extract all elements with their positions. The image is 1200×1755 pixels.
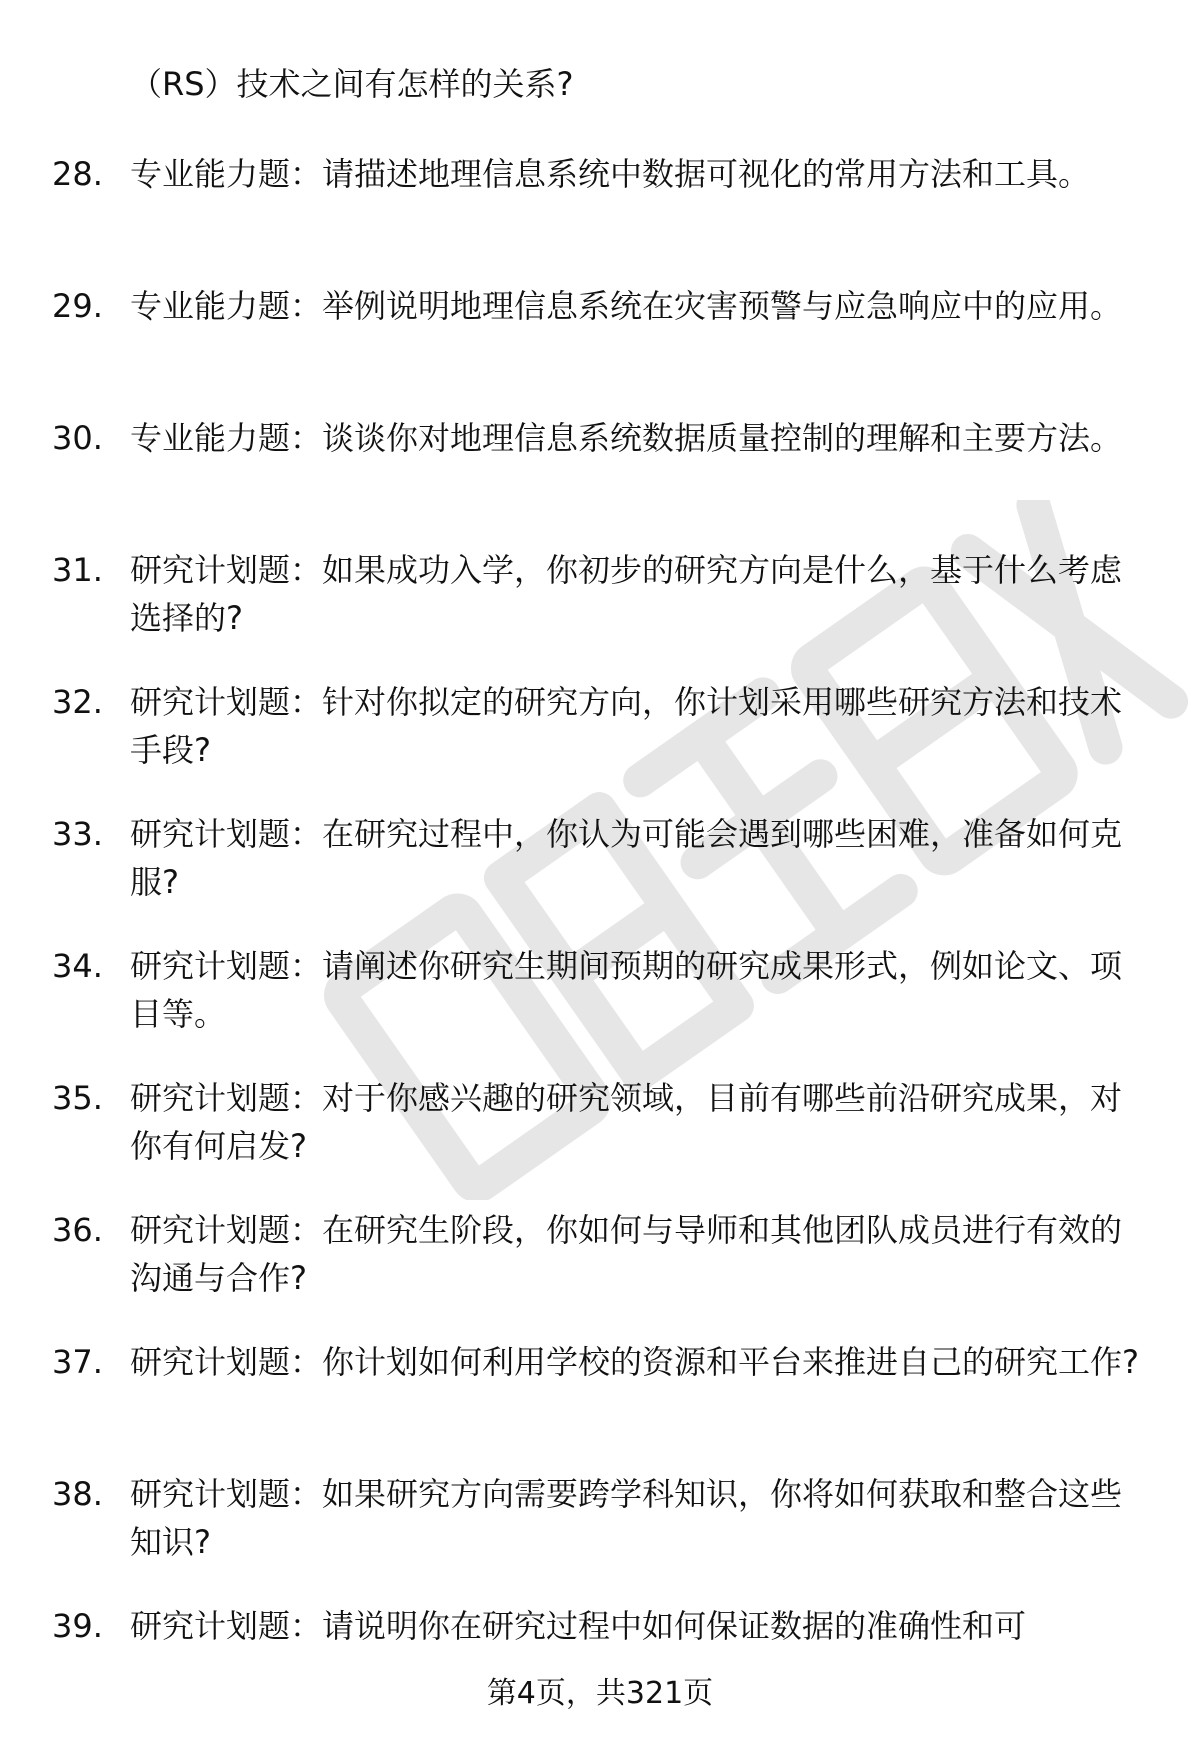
list-item — [0, 1470, 1200, 1602]
list-item — [0, 1338, 1200, 1470]
question-number: 34. — [52, 947, 103, 985]
question-number: 30. — [52, 419, 103, 457]
question-text: 研究计划题：请说明你在研究过程中如何保证数据的准确性和可 — [130, 1607, 1027, 1645]
question-number: 33. — [52, 815, 103, 853]
list-item — [0, 678, 1200, 810]
question-text: 专业能力题：举例说明地理信息系统在灾害预警与应急响应中的应用。 — [130, 287, 1123, 325]
question-number: 37. — [52, 1343, 103, 1381]
list-item — [0, 1206, 1200, 1338]
question-text: 研究计划题：如果研究方向需要跨学科知识，你将如何获取和整合这些知识? — [130, 1475, 1123, 1561]
question-number: 38. — [52, 1475, 103, 1513]
question-list — [0, 150, 1200, 1734]
question-number: 31. — [52, 551, 103, 589]
question-text: 研究计划题：在研究过程中，你认为可能会遇到哪些困难，准备如何克服? — [130, 815, 1123, 901]
question-text: 研究计划题：你计划如何利用学校的资源和平台来推进自己的研究工作? — [130, 1343, 1139, 1381]
question-text: 专业能力题：请描述地理信息系统中数据可视化的常用方法和工具。 — [130, 155, 1091, 193]
list-item — [0, 942, 1200, 1074]
question-text: 研究计划题：对于你感兴趣的研究领域，目前有哪些前沿研究成果，对你有何启发? — [130, 1079, 1123, 1165]
continuation-text: （RS）技术之间有怎样的关系? — [130, 65, 574, 103]
question-number: 36. — [52, 1211, 103, 1249]
question-number: 28. — [52, 155, 103, 193]
list-item — [0, 810, 1200, 942]
question-text: 研究计划题：请阐述你研究生期间预期的研究成果形式，例如论文、项目等。 — [130, 947, 1123, 1033]
list-item — [0, 282, 1200, 414]
question-number: 29. — [52, 287, 103, 325]
question-text: 研究计划题：针对你拟定的研究方向，你计划采用哪些研究方法和技术手段? — [130, 683, 1123, 769]
question-number: 35. — [52, 1079, 103, 1117]
list-item — [0, 150, 1200, 282]
question-text: 专业能力题：谈谈你对地理信息系统数据质量控制的理解和主要方法。 — [130, 419, 1123, 457]
question-text: 研究计划题：在研究生阶段，你如何与导师和其他团队成员进行有效的沟通与合作? — [130, 1211, 1123, 1297]
list-item — [0, 1074, 1200, 1206]
page-footer: 第4页，共321页 — [486, 1676, 714, 1711]
question-number: 39. — [52, 1607, 103, 1645]
list-item — [0, 414, 1200, 546]
question-text: 研究计划题：如果成功入学，你初步的研究方向是什么，基于什么考虑选择的? — [130, 551, 1123, 637]
list-item — [0, 546, 1200, 678]
question-number: 32. — [52, 683, 103, 721]
